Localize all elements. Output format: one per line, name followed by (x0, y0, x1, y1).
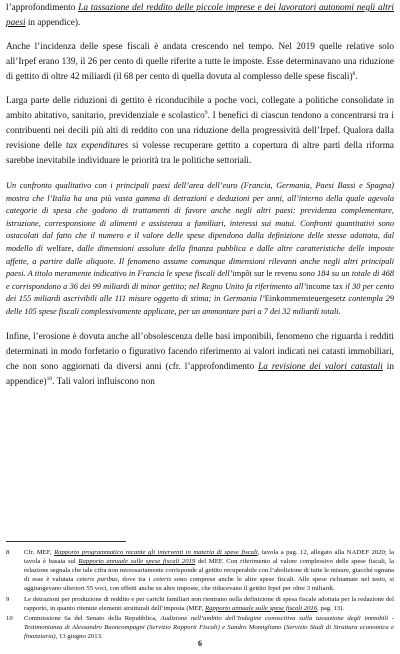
paragraph-international-comparison (6, 180, 394, 319)
paragraph-continuation (6, 1, 394, 31)
footnote-text: Le detrazioni per produzione di reddito e per carichi familiari non rientrano nella definizione di spesa fiscale adottata per la redazione del rapporto, in quanto ritenute elementi strutturali dell’imposta (MEF, Rapporto annuale sulle spese fiscali 2016, pag. 13). (24, 595, 394, 612)
text-run: l’approfondimento (6, 3, 79, 13)
text-run: Larga parte delle riduzioni di gettito è riconducibile a poche voci, collegate a politiche consolidate in ambito abitativo, sanitario, previdenziale e scolastico (6, 96, 394, 121)
text-run: . Tali valori influiscono non (52, 376, 155, 387)
paragraph-tax-base-obsolescence (6, 330, 394, 390)
appendix-link-cadastral-values[interactable]: La revisione dei valori catastali (258, 361, 383, 372)
text-run-upright: impôt sur le revenu (232, 269, 298, 279)
page-number: 6 (198, 639, 202, 648)
footnote-8 (6, 548, 394, 593)
text-run-italic: tax expenditures (65, 141, 129, 151)
footnote-10 (6, 614, 394, 641)
footnote-number: 10 (6, 615, 13, 622)
footnote-ref-10[interactable]: 10 (46, 375, 53, 382)
footnote-ref-9[interactable]: 9 (204, 109, 208, 116)
text-run: Un confronto qualitativo con i principali paesi dell’area dell’euro (Francia, Germania, Paesi Bassi e Spagna) mostra che l’Italia ha una più vasta gamma di detrazioni e deduzioni per anni, all’interno della quale agevola categorie di spesa che godono di trattamenti di favore anche negli altri paesi: previdenza complementare, istruzione, corresponsione di alimenti e assistenza a familiari, interessi sui mutui. Confronti quantitativi sono ostacolati dal fatto che il numero e il valore delle spese dipendono dalla definizione delle stesse adottata, dal modello di (6, 181, 394, 253)
footnote-number: 8 (6, 549, 10, 556)
text-run-upright: income tax (306, 281, 343, 291)
footnotes (6, 548, 394, 643)
footnote-text: Commissione 6a del Senato della Repubblica, Audizione nell’ambito dell’Indagine conoscitiva sulla tassazione degli immobili - Testimonianza di Alessandro Buoncompagni (Servizio Rapporti Fiscali) e Sandro Momigliano (Servizio Studi di Struttura economica e finanziaria), 13 giugno 2013. (24, 615, 395, 640)
text-run: Infine, l’erosione è dovuta anche all’obsolescenza delle basi imponibili, fenomeno che riguarda i redditi determinati in modo forfetario o figurativo facendo riferimento ai valori indicati nei catasti immobiliari, che non sono aggiornati da diversi anni (cfr. l’approfondimento (6, 331, 394, 372)
footnote-ref-8[interactable]: 8 (352, 70, 356, 77)
text-run: in appendice) (6, 361, 394, 387)
text-run: contempla 29 delle 105 spese fiscali complessivamente applicate, per un ammontare pari a 7 dei 32 miliardi totali. (6, 294, 394, 316)
text-run: si volesse recuperare gettito a copertura di altre parti della riforma sarebbe inevitabile individuare le priorità tra le politiche settoriali. (6, 141, 394, 166)
text-run: in appendice). (25, 18, 81, 28)
paragraph-revenue-reduction (6, 94, 394, 169)
footnote-9 (6, 595, 394, 613)
text-run: . I benefici di ciascun tendono a concentrarsi tra i contribuenti nei decili più alti di reddito con una riduzione della progressività dell’Irpef. Qualora dalla revisione delle (6, 111, 395, 151)
paragraph-tax-expenditure-incidence (6, 40, 394, 85)
footnote-separator (6, 541, 126, 542)
text-run-upright: welfare (46, 243, 72, 253)
text-run: , dalle dimensioni assolute della finanza pubblica e dalle altre caratteristiche delle imposte affette, a partire dalle aliquote. Il fenomeno assume comunque dimensioni rilevanti anche negli altri principali paesi. A titolo meramente indicativo in Francia le spese fiscali dell’ (6, 243, 394, 279)
text-run: Anche l’incidenza delle spese fiscali è andata crescendo nel tempo. Nel 2019 quelle relative solo all’Irpef erano 139, il 26 per cento di quelle riferite a tutte le imposte. Esse determinavano una riduzione di gettito di oltre 42 miliardi (il 68 per cento di quella dovuta al complesso delle spese fiscali) (6, 42, 394, 82)
text-run: sono 184 su un totale di 468 e corrispondono a 36 dei 99 miliardi di minor gettito; nel Regno Unito fa riferimento all’ (6, 269, 394, 291)
footnote-number: 9 (6, 595, 10, 603)
appendix-link-small-business-taxation[interactable]: La tassazione del reddito delle piccole imprese e dei lavoratori autonomi negli altri paesi (6, 3, 394, 28)
text-run-upright: Einkommensteuergesetz (264, 294, 346, 304)
text-run: il 30 per cento dei 155 miliardi ascrivibili alle 111 misure oggetto di stima; in Germania l’ (6, 281, 394, 304)
footnote-text: Cfr. MEF, Rapporto programmatico recante gli interventi in materia di spese fiscali, tavola a pag. 12, allegato alla NADEF 2020; la tavola è basata sul Rapporto annuale sulle spese fiscali 2019 del MEF. Con riferimento al valore complessivo delle spese fiscali, la relazione segnala che tale cifra non necessariamente corrisponde al gettito recuperabile con l’abolizione di tutte le misure, giacché ognuna di esse è valutata ceteris paribus, dove tra i ceteris sono comprese anche le altre spese fiscali. Alle spese richiamate nel testo, si aggiungevano ulteriori 55 voci, con effetti anche su altre imposte, che riducevano il gettito Irpef per oltre 3 miliardi. (24, 549, 395, 592)
text-run: . (355, 72, 358, 82)
